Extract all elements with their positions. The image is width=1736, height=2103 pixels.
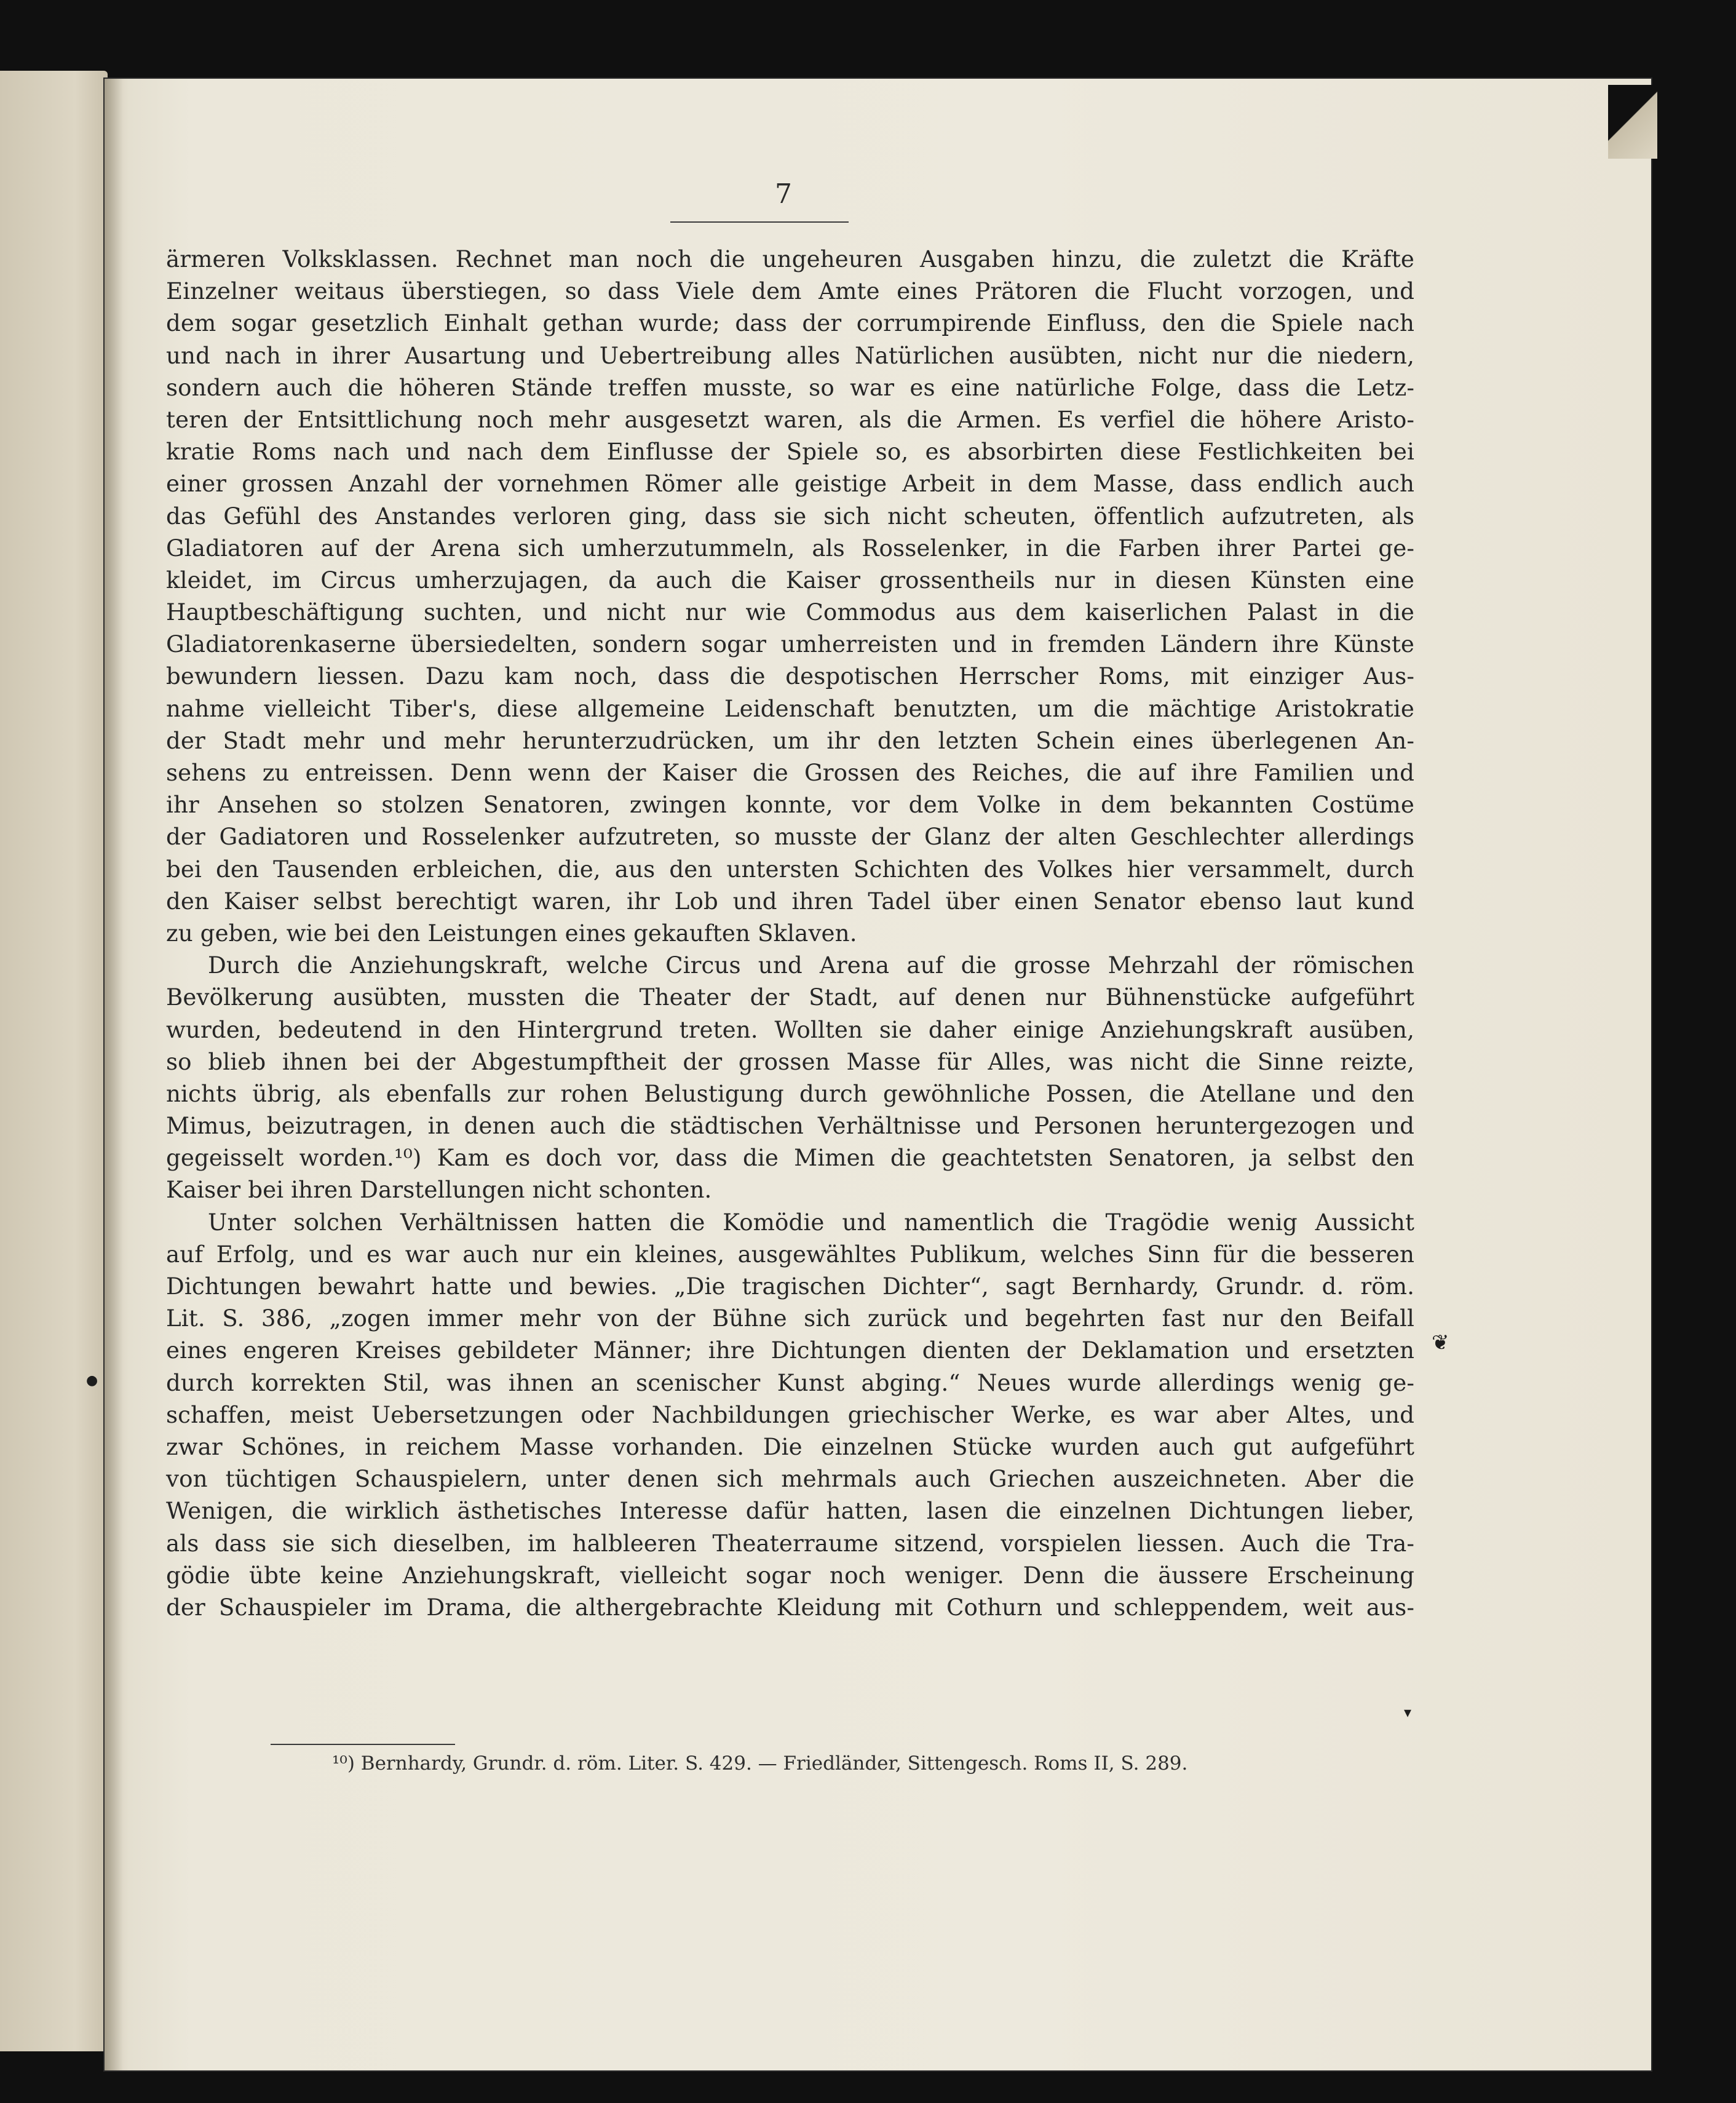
margin-tick: ▾ [1404,1704,1412,1721]
text-line: Hauptbeschäftigung suchten, und nicht nur wie Commodus aus dem kaiserlichen Palast in die [166,598,1414,626]
margin-mark-arrow: ❦ [1432,1330,1449,1355]
text-line: auf Erfolg, und es war auch nur ein kleines, ausgewähltes Publikum, welches Sinn für die besseren [166,1240,1414,1268]
text-line: und nach in ihrer Ausartung und Uebertreibung alles Natürlichen ausübten, nicht nur die niedern, [166,341,1414,369]
text-line: zwar Schönes, in reichem Masse vorhanden. Die einzelnen Stücke wurden auch gut aufgeführt [166,1433,1414,1460]
text-line: Einzelner weitaus überstiegen, so dass Viele dem Amte eines Prätoren die Flucht vorzogen, und [166,277,1414,305]
text-line: Wenigen, die wirklich ästhetisches Interesse dafür hatten, lasen die einzelnen Dichtungen lieber, [166,1497,1414,1525]
text-line: gegeisselt worden.¹⁰) Kam es doch vor, dass die Mimen die geachtetsten Senatoren, ja selbst den [166,1144,1414,1172]
paragraph-2 [166,949,1414,1206]
text-line: sehens zu entreissen. Denn wenn der Kaiser die Grossen des Reiches, die auf ihre Familien und [166,759,1414,786]
text-line: zu geben, wie bei den Leistungen eines gekauften Sklaven. [166,919,857,947]
text-line: der Stadt mehr und mehr herunterzudrücken, um ihr den letzten Schein eines überlegenen An- [166,726,1414,754]
text-line: nichts übrig, als ebenfalls zur rohen Belustigung durch gewöhnliche Possen, die Atellane und den [166,1079,1414,1107]
gutter-shadow [105,79,123,2070]
page-number: 7 [775,178,792,210]
text-line: wurden, bedeutend in den Hintergrund treten. Wollten sie daher einige Anziehungskraft ausüben, [166,1016,1414,1043]
text-line: kleidet, im Circus umherzujagen, da auch die Kaiser grossentheils nur in diesen Künsten eine [166,566,1414,594]
margin-dot: ● [86,1373,98,1388]
text-line: sondern auch die höheren Stände treffen musste, so war es eine natürliche Folge, dass die Letz- [166,373,1414,401]
text-line: teren der Entsittlichung noch mehr ausgesetzt waren, als die Armen. Es verfiel die höhere Aristo- [166,405,1414,433]
text-line: von tüchtigen Schauspielern, unter denen sich mehrmals auch Griechen auszeichneten. Aber die [166,1465,1414,1493]
text-line: Durch die Anziehungskraft, welche Circus und Arena auf die grosse Mehrzahl der römischen [208,952,1414,979]
text-line: durch korrekten Stil, was ihnen an scenischer Kunst abging.“ Neues wurde allerdings wenig ge- [166,1369,1414,1396]
text-line: bewundern liessen. Dazu kam noch, dass die despotischen Herrscher Roms, mit einziger Aus- [166,662,1414,690]
page-number-rule [670,221,849,223]
text-line: den Kaiser selbst berechtigt waren, ihr Lob und ihren Tadel über einen Senator ebenso laut kund [166,887,1414,915]
paragraph-1 [166,243,1414,949]
page-corner-fold [1608,85,1657,159]
text-line: das Gefühl des Anstandes verloren ging, dass sie sich nicht scheuten, öffentlich aufzutreten, als [166,502,1414,530]
text-line: Gladiatoren auf der Arena sich umherzutummeln, als Rosselenker, in die Farben ihrer Partei ge- [166,534,1414,562]
text-line: nahme vielleicht Tiber's, diese allgemeine Leidenschaft benutzten, um die mächtige Aristokratie [166,694,1414,722]
text-line: gödie übte keine Anziehungskraft, vielleicht sogar noch weniger. Denn die äussere Erscheinung [166,1561,1414,1589]
text-line: Kaiser bei ihren Darstellungen nicht schonten. [166,1176,712,1204]
text-line: ihr Ansehen so stolzen Senatoren, zwingen konnte, vor dem Volke in dem bekannten Costüme [166,791,1414,819]
text-line: bei den Tausenden erbleichen, die, aus den untersten Schichten des Volkes hier versammelt, durch [166,855,1414,883]
text-line: Dichtungen bewahrt hatte und bewies. „Die tragischen Dichter“, sagt Bernhardy, Grundr. d. röm. [166,1273,1414,1300]
text-line: Bevölkerung ausübten, mussten die Theater der Stadt, auf denen nur Bühnenstücke aufgeführt [166,984,1414,1011]
text-line: dem sogar gesetzlich Einhalt gethan wurde; dass der corrumpirende Einfluss, den die Spiele nach [166,309,1414,337]
text-line: so blieb ihnen bei der Abgestumpftheit der grossen Masse für Alles, was nicht die Sinne reizte, [166,1048,1414,1075]
text-line: kratie Roms nach und nach dem Einflusse der Spiele so, es absorbirten diese Festlichkeiten bei [166,438,1414,466]
text-line: schaffen, meist Uebersetzungen oder Nachbildungen griechischer Werke, es war aber Altes, und [166,1401,1414,1428]
footnote: ¹⁰) Bernhardy, Grundr. d. röm. Liter. S. 429. — Friedländer, Sittengesch. Roms II, S. 289. [332,1752,1188,1775]
text-line: der Gadiatoren und Rosselenker aufzutreten, so musste der Glanz der alten Geschlechter allerdings [166,823,1414,851]
text-line: der Schauspieler im Drama, die althergebrachte Kleidung mit Cothurn und schleppendem, weit aus- [166,1593,1414,1621]
text-line: Mimus, beizutragen, in denen auch die städtischen Verhältnisse und Personen heruntergezogen und [166,1112,1414,1140]
body-text [166,243,1414,1623]
paragraph-3 [166,1206,1414,1623]
text-line: Lit. S. 386, „zogen immer mehr von der Bühne sich zurück und begehrten fast nur den Beifall [166,1305,1414,1332]
facing-page-edge [0,71,108,2051]
text-line: Gladiatorenkaserne übersiedelten, sondern sogar umherreisten und in fremden Ländern ihre Künste [166,630,1414,658]
text-line: eines engeren Kreises gebildeter Männer; ihre Dichtungen dienten der Deklamation und ersetzten [166,1337,1414,1364]
text-line: einer grossen Anzahl der vornehmen Römer alle geistige Arbeit in dem Masse, dass endlich auch [166,470,1414,498]
text-line: als dass sie sich dieselben, im halbleeren Theaterraume sitzend, vorspielen liessen. Auch die Tra- [166,1529,1414,1557]
text-line: ärmeren Volksklassen. Rechnet man noch die ungeheuren Ausgaben hinzu, die zuletzt die Kräfte [166,245,1414,272]
footnote-rule [271,1744,455,1745]
text-line: Unter solchen Verhältnissen hatten die Komödie und namentlich die Tragödie wenig Aussicht [208,1208,1414,1236]
